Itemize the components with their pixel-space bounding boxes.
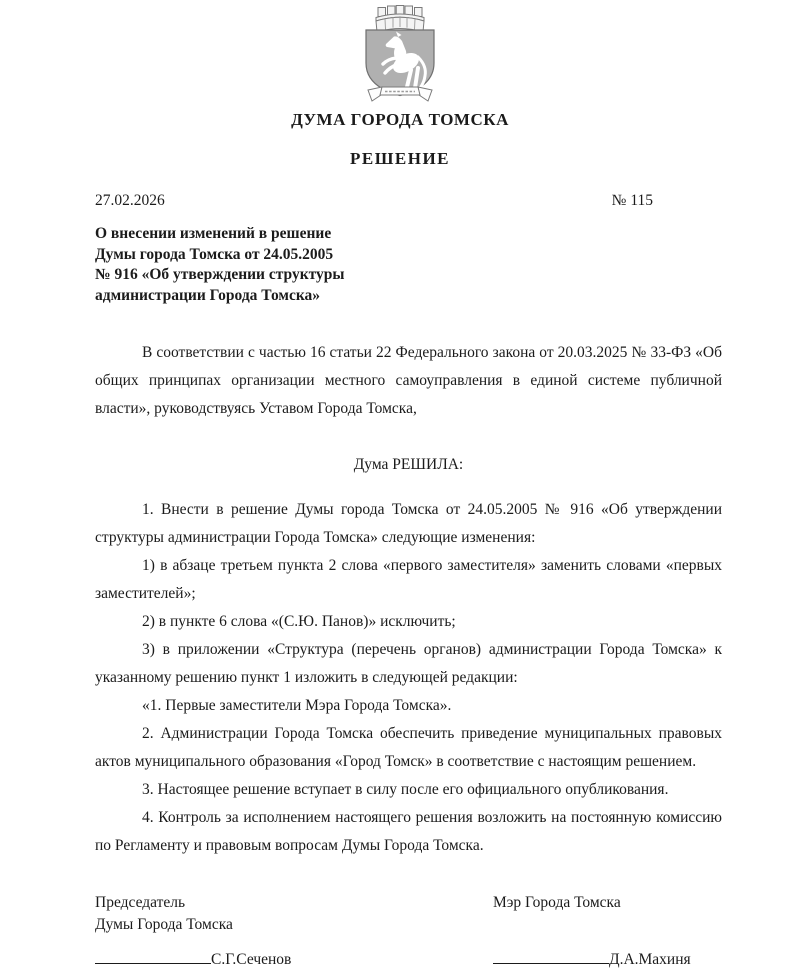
document-date: 27.02.2026: [95, 192, 165, 209]
document-title-line: О внесении изменений в решение: [95, 225, 332, 242]
resolution-items: [95, 496, 722, 860]
document-title-line: администрации Города Томска»: [95, 286, 321, 304]
resolution-paragraph: 3) в приложении «Структура (перечень органов) администрации Города Томска» к указанному решению пункт 1 изложить в следующей редакции:: [95, 641, 722, 686]
document-number: № 115: [611, 192, 653, 209]
signature-line-left: [95, 949, 211, 964]
signature-line-right: [493, 949, 609, 964]
resolution-paragraph: 4. Контроль за исполнением настоящего решения возложить на постоянную комиссию по Регламенту и правовым вопросам Думы Города Томска.: [95, 809, 722, 854]
resolution-paragraph: 1) в абзаце третьем пункта 2 слова «первого заместителя» заменить словами «первых заместителей»;: [95, 557, 722, 602]
ribbon-icon: [368, 87, 432, 101]
coat-of-arms-graphic: [352, 3, 448, 103]
resolution-paragraph: 2) в пункте 6 слова «(С.Ю. Панов)» исключить;: [142, 613, 456, 630]
resolution-heading: Дума РЕШИЛА:: [353, 456, 464, 473]
document-title-line: № 916 «Об утверждении структуры: [95, 266, 345, 283]
signature-left-title-line2: Думы Города Томска: [95, 916, 233, 933]
signature-left-title-line1: Председатель: [95, 894, 186, 911]
signature-right-title-line1: Мэр Города Томска: [493, 894, 621, 911]
signature-left-title: [95, 892, 493, 936]
document-title-line: Думы города Томска от 24.05.2005: [95, 245, 334, 263]
mural-crown-icon: [376, 6, 424, 33]
document-type-title: РЕШЕНИЕ: [349, 149, 450, 168]
signature-left-name: С.Г.Сеченов: [211, 951, 292, 968]
date-number-row: [0, 192, 800, 210]
signature-block: [95, 892, 722, 936]
signature-left-name-cell: [95, 949, 493, 971]
organization-name: ДУМА ГОРОДА ТОМСКА: [291, 110, 509, 129]
preamble-paragraph: В соответствии с частью 16 статьи 22 Федерального закона от 20.03.2025 № 33-ФЗ «Об общих принципах организации местного самоуправления в единой системе публичной власти», руководствуясь Уставом Города Томска,: [95, 344, 722, 417]
signature-right-name: Д.А.Махиня: [609, 951, 691, 968]
resolution-paragraph: 2. Администрации Города Томска обеспечить приведение муниципальных правовых актов муниципального образования «Город Томск» в соответствие с настоящим решением.: [95, 725, 722, 770]
tomsk-coat-of-arms: [352, 3, 448, 103]
signature-names-row: [95, 949, 722, 971]
resolution-paragraph: 1. Внести в решение Думы города Томска от 24.05.2005 № 916 «Об утверждении структуры администрации Города Томска» следующие изменения:: [95, 501, 722, 546]
signature-right-title: [493, 892, 722, 936]
resolution-paragraph: 3. Настоящее решение вступает в силу после его официального опубликования.: [142, 781, 669, 798]
resolution-paragraph: «1. Первые заместители Мэра Города Томска».: [142, 697, 452, 714]
document-title: [95, 224, 720, 306]
document-body: [95, 339, 722, 860]
signature-right-name-cell: [493, 949, 722, 971]
